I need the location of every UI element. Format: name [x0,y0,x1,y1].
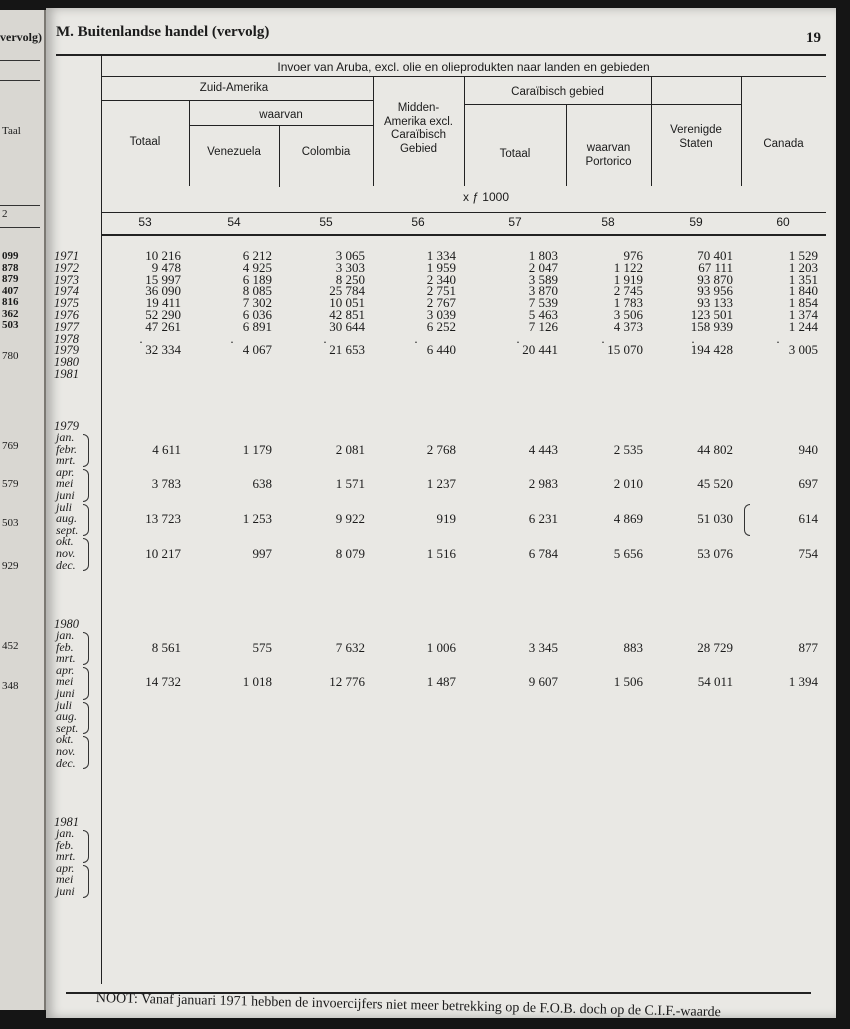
year-label: 1972 [54,260,79,275]
data-cell: 45 520 [697,476,733,492]
data-cell: 2 751 [426,283,456,299]
data-cell: 4 067 [242,342,272,358]
data-cell: 54 011 [697,674,733,690]
data-cell: 19 411 [145,295,181,311]
data-cell: 52 290 [145,307,181,322]
quarter-brace [83,538,89,571]
data-cell: 7 126 [528,318,558,334]
table-main-heading: Invoer van Aruba, excl. olie en olieprodukten naar landen en gebieden [277,60,650,74]
heading-canada: Canada [763,138,804,150]
data-cell: 93 956 [697,283,733,299]
month-label: juni [56,488,75,502]
data-cell: 21 653 [329,342,365,358]
left-page-label: 2 [2,208,8,220]
month-label: apr. [56,860,75,875]
month-label: juli [56,499,73,514]
month-label: dec. [56,755,76,770]
left-page-number: 099 [2,250,19,262]
month-label: juni [56,686,75,700]
data-cell: 3 345 [528,639,558,655]
left-page-rule [0,205,40,206]
col-number-rule-bottom [101,234,826,236]
data-cell: 2 340 [426,271,456,287]
left-page-label: Taal [2,125,21,137]
data-cell: . [516,330,520,346]
year-label: 1973 [54,272,79,287]
quarter-brace [83,736,89,769]
data-cell: 44 802 [697,441,733,457]
data-cell: 5 463 [528,307,558,322]
heading-totaal: Totaal [129,136,161,148]
data-cell: 4 869 [613,511,643,527]
data-cell: 1 487 [426,674,456,690]
data-cell: 697 [798,476,818,492]
year-label: 1971 [54,249,79,263]
data-cell: 6 784 [528,546,558,561]
data-cell: 6 036 [242,307,272,322]
year-label: 1981 [54,367,79,381]
year-label: 1977 [54,319,79,334]
left-page-rule [0,80,40,81]
column-number: 56 [411,215,425,229]
top-rule [56,54,826,56]
data-cell: 4 611 [152,441,181,457]
data-cell: 20 441 [522,342,558,358]
month-label: sept. [56,522,79,537]
data-cell: 1 334 [426,248,456,263]
data-cell: 14 732 [145,674,181,690]
data-cell: 919 [436,511,456,527]
heading-midden-amerika: Midden- Amerika excl. Caraïbisch Gebied [383,102,454,155]
month-label: apr. [56,464,75,479]
month-label: feb. [56,639,74,654]
data-cell: 2 535 [613,441,643,457]
data-cell: 7 302 [242,295,272,311]
data-cell: 70 401 [697,248,733,263]
data-cell: 1 394 [788,674,818,690]
left-page-number: 816 [2,296,19,308]
data-cell: 5 656 [613,546,643,561]
left-page-number: 503 [2,517,19,529]
year-label: 1976 [54,308,79,322]
data-cell: 1 244 [788,318,818,334]
quarter-brace [83,632,89,665]
data-cell: 1 529 [788,248,818,263]
data-cell: 2 983 [528,476,558,492]
data-cell: 8 085 [242,283,272,299]
data-cell: 30 644 [329,318,365,334]
data-cell: 32 334 [145,342,181,358]
month-label: dec. [56,557,76,572]
quarter-brace [83,504,89,537]
data-cell: 2 010 [613,476,643,492]
year-label: 1975 [54,296,79,311]
year-label: 1974 [54,284,79,299]
data-cell: 3 039 [426,307,456,322]
data-cell: 25 784 [329,283,365,299]
year-label: 1980 [54,355,79,370]
data-cell: 9 478 [151,259,181,275]
data-cell: 28 729 [697,639,733,655]
heading-venezuela: Venezuela [207,146,261,158]
left-page-rule [0,60,40,61]
data-cell: 1 854 [788,295,818,311]
month-label: juni [56,884,75,898]
heading-colombia: Colombia [301,146,351,158]
data-cell: 42 851 [329,307,365,322]
data-cell: 3 506 [613,307,643,322]
data-cell: 6 252 [426,318,456,334]
caraibisch-rule [464,104,741,105]
heading-verenigde-staten: Verenigde Staten [670,124,722,150]
data-cell: 13 723 [145,511,181,527]
left-page-number: 929 [2,560,19,572]
column-number: 59 [689,215,703,229]
data-cell: 1 179 [242,441,272,457]
data-cell: 614 [798,511,818,527]
data-cell: 1 351 [788,271,818,287]
heading-caraibisch-gebied: Caraïbisch gebied [511,86,604,98]
data-cell: 2 768 [426,441,456,457]
left-page-number: 452 [2,640,19,652]
page-number: 19 [806,30,821,46]
data-cell: 8 561 [151,639,181,655]
period-year-label: 1980 [54,617,79,631]
data-cell: 1 516 [426,546,456,561]
left-page-number: 769 [2,440,19,452]
year-label: 1979 [54,343,79,358]
data-cell: 3 870 [528,283,558,299]
year-label: 1978 [54,331,79,346]
month-label: sept. [56,720,79,735]
month-label: mrt. [56,849,76,864]
data-cell: 1 506 [613,674,643,690]
data-cell: . [230,330,234,346]
month-label: juli [56,697,73,712]
right-brace [744,504,750,537]
month-label: feb. [56,837,74,852]
quarter-brace [83,865,89,898]
data-cell: 15 070 [607,342,643,358]
column-number: 54 [227,215,241,229]
column-number: 57 [508,215,522,229]
data-cell: 10 051 [329,295,365,311]
left-page-number: 407 [2,284,19,297]
quarter-brace [83,667,89,700]
period-year-label: 1981 [54,815,79,829]
data-cell: 2 767 [426,295,456,311]
heading-zuid-amerika: Zuid-Amerika [199,82,269,94]
data-cell: 940 [798,441,818,457]
data-cell: 4 925 [242,259,272,275]
data-cell: 12 776 [329,674,365,690]
quarter-brace [83,434,89,467]
data-cell: 638 [252,476,272,492]
left-page-number: 362 [2,307,19,320]
left-page-number: 878 [2,261,19,274]
data-cell: 7 539 [528,295,558,311]
data-cell: 3 589 [528,271,558,287]
data-cell: 883 [623,639,643,655]
data-cell: 2 745 [613,283,643,299]
data-cell: . [776,330,780,346]
data-cell: 1 006 [426,639,456,655]
data-cell: 15 997 [145,271,181,287]
data-cell: 1 571 [335,476,365,492]
left-page-edge [0,10,46,1010]
month-label: apr. [56,662,75,677]
month-label: nov. [56,546,76,560]
month-label: mrt. [56,651,76,666]
left-page-number: 348 [2,680,19,692]
data-cell: 9 607 [528,674,558,690]
month-label: febr. [56,441,77,456]
column-number: 60 [776,215,790,229]
data-cell: 997 [252,546,272,561]
column-number: 53 [138,215,152,229]
data-cell: . [691,330,695,346]
data-cell: 1 018 [242,674,272,690]
month-label: aug. [56,511,77,526]
left-page-number: 780 [2,350,19,362]
data-cell: 93 133 [697,295,733,311]
quarter-brace [83,702,89,735]
data-cell: 10 216 [145,248,181,263]
data-cell: 575 [252,639,272,655]
data-cell: 4 443 [528,441,558,457]
data-cell: 3 065 [335,248,365,263]
zuid-amerika-rule [101,100,373,101]
month-label: okt. [56,732,74,747]
left-page-header: vervolg) [0,30,42,44]
data-cell: 1 237 [426,476,456,492]
data-cell: . [323,330,327,346]
data-cell: 6 231 [528,511,558,527]
data-cell: 877 [798,639,818,655]
data-cell: 1 959 [426,259,456,275]
data-cell: 2 081 [335,441,365,457]
left-page-rule [0,227,40,228]
data-cell: 976 [623,248,643,263]
data-cell: 1 122 [613,259,643,275]
data-cell: 3 005 [788,342,818,358]
data-cell: 3 303 [335,259,365,275]
data-cell: 3 783 [151,476,181,492]
col-divider [741,76,742,186]
month-label: okt. [56,534,74,549]
data-cell: 1 253 [242,511,272,527]
data-cell: 93 870 [697,271,733,287]
data-cell: 47 261 [145,318,181,334]
data-cell: 8 250 [335,271,365,287]
left-page-number: 879 [2,273,19,285]
data-cell: 2 047 [528,259,558,275]
month-label: jan. [56,826,75,840]
data-cell: 123 501 [690,307,733,322]
data-cell: 1 203 [788,259,818,275]
document-page [46,8,836,1021]
data-cell: 6 440 [426,342,456,358]
data-cell: 67 111 [698,259,733,275]
data-cell: 10 217 [145,546,181,561]
heading-waarvan: waarvan [259,109,303,121]
heading-totaal-caraibisch: Totaal [499,148,531,160]
data-cell: 194 428 [690,342,733,358]
data-cell: 51 030 [697,511,733,527]
data-cell: 6 189 [242,271,272,287]
data-cell: 36 090 [145,283,181,299]
data-cell: . [601,330,605,346]
quarter-brace [83,830,89,863]
left-page-number: 503 [2,319,19,331]
col-number-rule-top [101,212,826,213]
data-cell: 1 783 [613,295,643,311]
data-cell: 158 939 [690,318,733,334]
month-label: jan. [56,430,75,444]
month-label: jan. [56,628,75,642]
data-cell: 1 374 [788,307,818,322]
month-label: nov. [56,744,76,758]
month-label: mei [56,674,74,689]
data-cell: 1 803 [528,248,558,263]
month-label: mei [56,872,74,887]
data-cell: 1 840 [788,283,818,299]
month-label: mrt. [56,453,76,468]
data-cell: 1 919 [613,271,643,287]
data-cell: 754 [798,546,818,561]
data-cell: 53 076 [697,546,733,561]
page-title: M. Buitenlandse handel (vervolg) [56,24,270,40]
data-cell: 7 632 [335,639,365,655]
column-number: 58 [601,215,615,229]
month-label: aug. [56,709,77,724]
data-cell: 6 212 [242,248,272,263]
heading-portorico: waarvan Portorico [585,142,632,168]
unit-label: x ƒ 1000 [462,190,510,204]
data-cell: 9 922 [335,511,365,527]
data-cell: 6 891 [242,318,272,334]
period-year-label: 1979 [54,419,79,433]
month-label: mei [56,476,74,491]
data-cell: 8 079 [335,546,365,561]
data-cell: . [139,330,143,346]
left-page-number: 579 [2,478,19,490]
data-cell: . [414,330,418,346]
quarter-brace [83,469,89,502]
data-cell: 4 373 [613,318,643,334]
waarvan-rule [189,125,373,126]
footnote: NOOT: Vanaf januari 1971 hebben de invoercijfers niet meer betrekking op de F.O.B. doch op de C.I.F.-waarde [95,991,721,1021]
column-number: 55 [319,215,333,229]
